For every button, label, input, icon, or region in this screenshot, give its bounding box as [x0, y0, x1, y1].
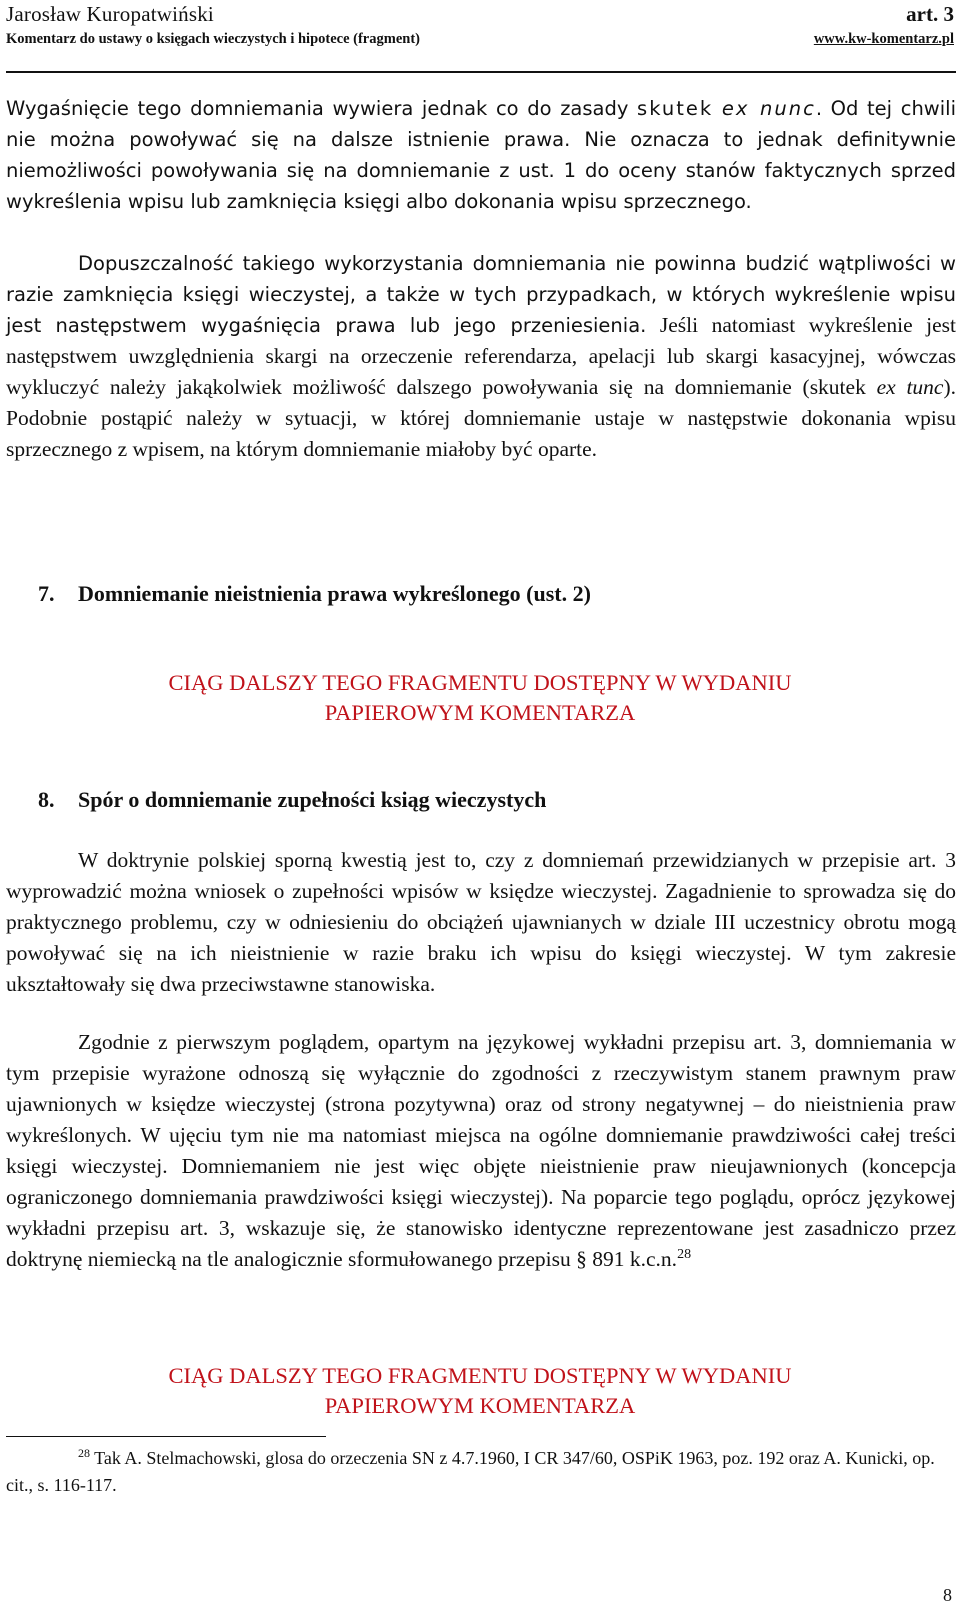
page-number: 8 — [943, 1585, 952, 1605]
section-7-heading — [38, 580, 591, 608]
paragraph-1 — [6, 93, 956, 217]
notice-1-line-1: CIĄG DALSZY TEGO FRAGMENTU DOSTĘPNY W WYDANIU — [168, 670, 792, 695]
paragraph-2-text-a: Dopuszczalność takiego wykorzystania domniemania nie powinna budzić wątpliwości w razie zamknięcia księgi wieczystej, a także w tych przypadkach, w których wykreślenie wpisu jest następstwem wygaśnięcia prawa lub jego przeniesienia. — [6, 252, 956, 337]
paragraph-4 — [6, 1027, 956, 1275]
header-divider — [6, 71, 956, 73]
paragraph-1-skutek: skutek — [637, 97, 714, 120]
section-8-title: Spór o domniemanie zupełności ksiąg wieczystych — [78, 787, 547, 812]
footnote-reference-28[interactable]: 28 — [677, 1246, 692, 1262]
section-8-number: 8. — [38, 787, 55, 812]
paragraph-1-space — [713, 97, 722, 120]
running-header-right — [814, 2, 954, 48]
paragraph-1-text-e: . Od tej chwili nie można powoływać się na dalsze istnienie prawa. Nie oznacza to jednak definitywnie niemożliwości powoływania się na domniemanie z ust. 1 do oceny stanów faktycznych sprzed wykreślenia wpisu lub zamknięcia księgi albo dokonania wpisu sprzecznego. — [6, 97, 956, 213]
paragraph-2 — [6, 248, 956, 465]
notice-2-line-1: CIĄG DALSZY TEGO FRAGMENTU DOSTĘPNY W WYDANIU — [168, 1363, 792, 1388]
paragraph-3-text: W doktrynie polskiej sporną kwestią jest to, czy z domniemań przewidzianych w przepisie art. 3 wyprowadzić można wniosek o zupełności wpisów w księdze wieczystej. Zagadnienie to sprowadza się do praktycznego problemu, czy w odniesieniu do obciążeń ujawnianych w dziale III uczestnicy obrotu mogą powoływać się na ich nieistnienie w razie braku ich wpisu do księgi wieczystej. W tym zakresie ukształtowały się dwa przeciwstawne stanowiska. — [6, 848, 956, 996]
notice-1-line-2: PAPIEROWYM KOMENTARZA — [324, 700, 636, 725]
paper-edition-notice-2 — [0, 1361, 960, 1421]
article-label: art. 3 — [906, 2, 954, 26]
website-link[interactable]: www.kw-komentarz.pl — [813, 31, 954, 47]
notice-2-line-2: PAPIEROWYM KOMENTARZA — [324, 1393, 636, 1418]
paragraph-2-ex-tunc: ex tunc — [876, 375, 944, 399]
section-7-title: Domniemanie nieistnienia prawa wykreślonego (ust. 2) — [78, 581, 591, 606]
footnote-number: 28 — [78, 1446, 90, 1460]
paragraph-3 — [6, 845, 956, 1000]
paragraph-2-text-b: Jeśli natomiast wykreślenie jest następstwem uwzględnienia skargi na orzeczenie referendarza, apelacji lub skargi kasacyjnej, wówczas wykluczyć należy jakąkolwiek możliwość dalszego powoływania się na domniemanie (skutek — [6, 313, 956, 399]
paragraph-4-text: Zgodnie z pierwszym poglądem, opartym na językowej wykładni przepisu art. 3, domniemania w tym przepisie wyrażone odnoszą się wyłącznie do zgodności z rzeczywistym stanem prawnym praw ujawnionych w księdze wieczystej (strona pozytywna) oraz od strony negatywnej – do nieistnienia praw wykreślonych. W ujęciu tym nie ma natomiast miejsca na ogólne domniemanie prawdziwości całej treści księgi wieczystej. Domniemaniem nie jest więc objęte nieistnienie praw nieujawnionych (koncepcja ograniczonego domniemania prawdziwości księgi wieczystej). Na poparcie tego poglądu, oprócz językowej wykładni przepisu art. 3, wskazuje się, że stanowisko identyczne reprezentowane jest zasadniczo przez doktrynę niemiecką na tle analogicznie sformułowanego przepisu § 891 k.c.n. — [6, 1030, 956, 1271]
section-8-heading — [38, 786, 546, 814]
paragraph-1-ex-nunc: ex nunc — [721, 97, 816, 120]
footnote-text: Tak A. Stelmachowski, glosa do orzeczenia SN z 4.7.1960, I CR 347/60, OSPiK 1963, poz. 192 oraz A. Kunicki, op. cit., s. 116-117. — [6, 1448, 935, 1495]
author-name: Jarosław Kuropatwiński — [6, 2, 214, 26]
paragraph-2-text-d: ). Podobnie postąpić należy w sytuacji, w której domniemanie ustaje w następstwie dokonania wpisu sprzecznego z wpisem, na którym domniemanie miałoby być oparte. — [6, 375, 957, 461]
book-subtitle: Komentarz do ustawy o księgach wieczystych i hipotece (fragment) — [6, 31, 420, 47]
paper-edition-notice-1 — [0, 668, 960, 728]
paragraph-1-text-a: Wygaśnięcie tego domniemania wywiera jednak co do zasady — [6, 97, 638, 120]
footnote-28 — [6, 1445, 956, 1499]
footnote-divider — [6, 1436, 326, 1437]
running-header-left — [6, 2, 420, 48]
section-7-number: 7. — [38, 581, 55, 606]
